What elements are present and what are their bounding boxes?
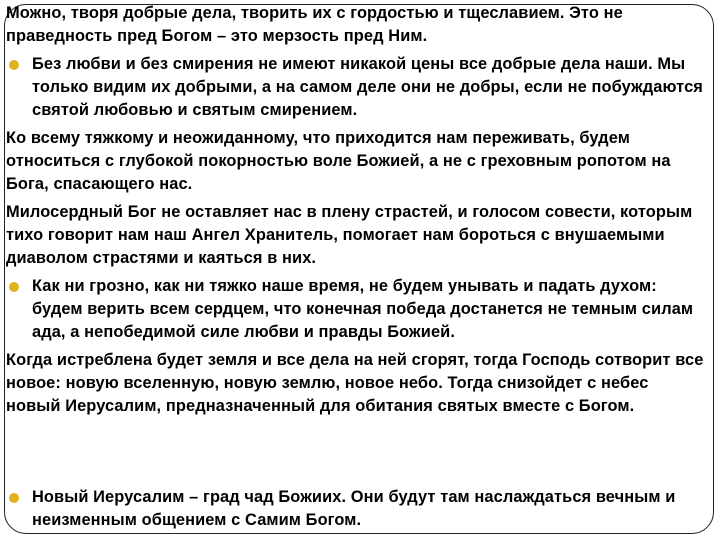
bullet-item-2 <box>6 275 706 344</box>
blank-space <box>6 423 706 486</box>
bullet-dot-icon <box>9 60 19 70</box>
paragraph-1: Можно, творя добрые дела, творить их с гордостью и тщеславием. Это не праведность пред Богом – это мерзость пред Ним. <box>6 4 623 45</box>
slide-content <box>6 2 706 537</box>
bullet-item-3 <box>6 486 706 532</box>
paragraph-3: Милосердный Бог не оставляет нас в плену страстей, и голосом совести, которым тихо говорит нам наш Ангел Хранитель, помогает нам бороться с внушаемыми диаволом страстями и каяться в них. <box>6 203 693 267</box>
paragraph-2: Ко всему тяжкому и неожиданному, что приходится нам переживать, будем относиться с глубокой покорностью воле Божией, а не с греховным ропотом на Бога, спасающего нас. <box>6 129 671 193</box>
bullet-dot-icon <box>9 282 19 292</box>
bullet-dot-icon <box>9 493 19 503</box>
bullet-item-1 <box>6 53 706 122</box>
bullet-text-3: Новый Иерусалим – град чад Божиих. Они будут там наслаждаться вечным и неизменным общением с Самим Богом. <box>32 488 676 529</box>
bullet-text-2: Как ни грозно, как ни тяжко наше время, не будем унывать и падать духом: будем верить всем сердцем, что конечная победа достанется не темным силам ада, а непобедимой силе любви и правды Божией. <box>32 277 694 341</box>
paragraph-4: Когда истреблена будет земля и все дела на ней сгорят, тогда Господь сотворит все новое: новую вселенную, новую землю, новое небо. Тогда снизойдет с небес новый Иерусалим, предназначенный для обитания святых вместе с Богом. <box>6 351 704 415</box>
bullet-text-1: Без любви и без смирения не имеют никакой цены все добрые дела наши. Мы только видим их добрыми, а на самом деле они не добры, если не побуждаются святой любовью и святым смирением. <box>32 55 703 119</box>
